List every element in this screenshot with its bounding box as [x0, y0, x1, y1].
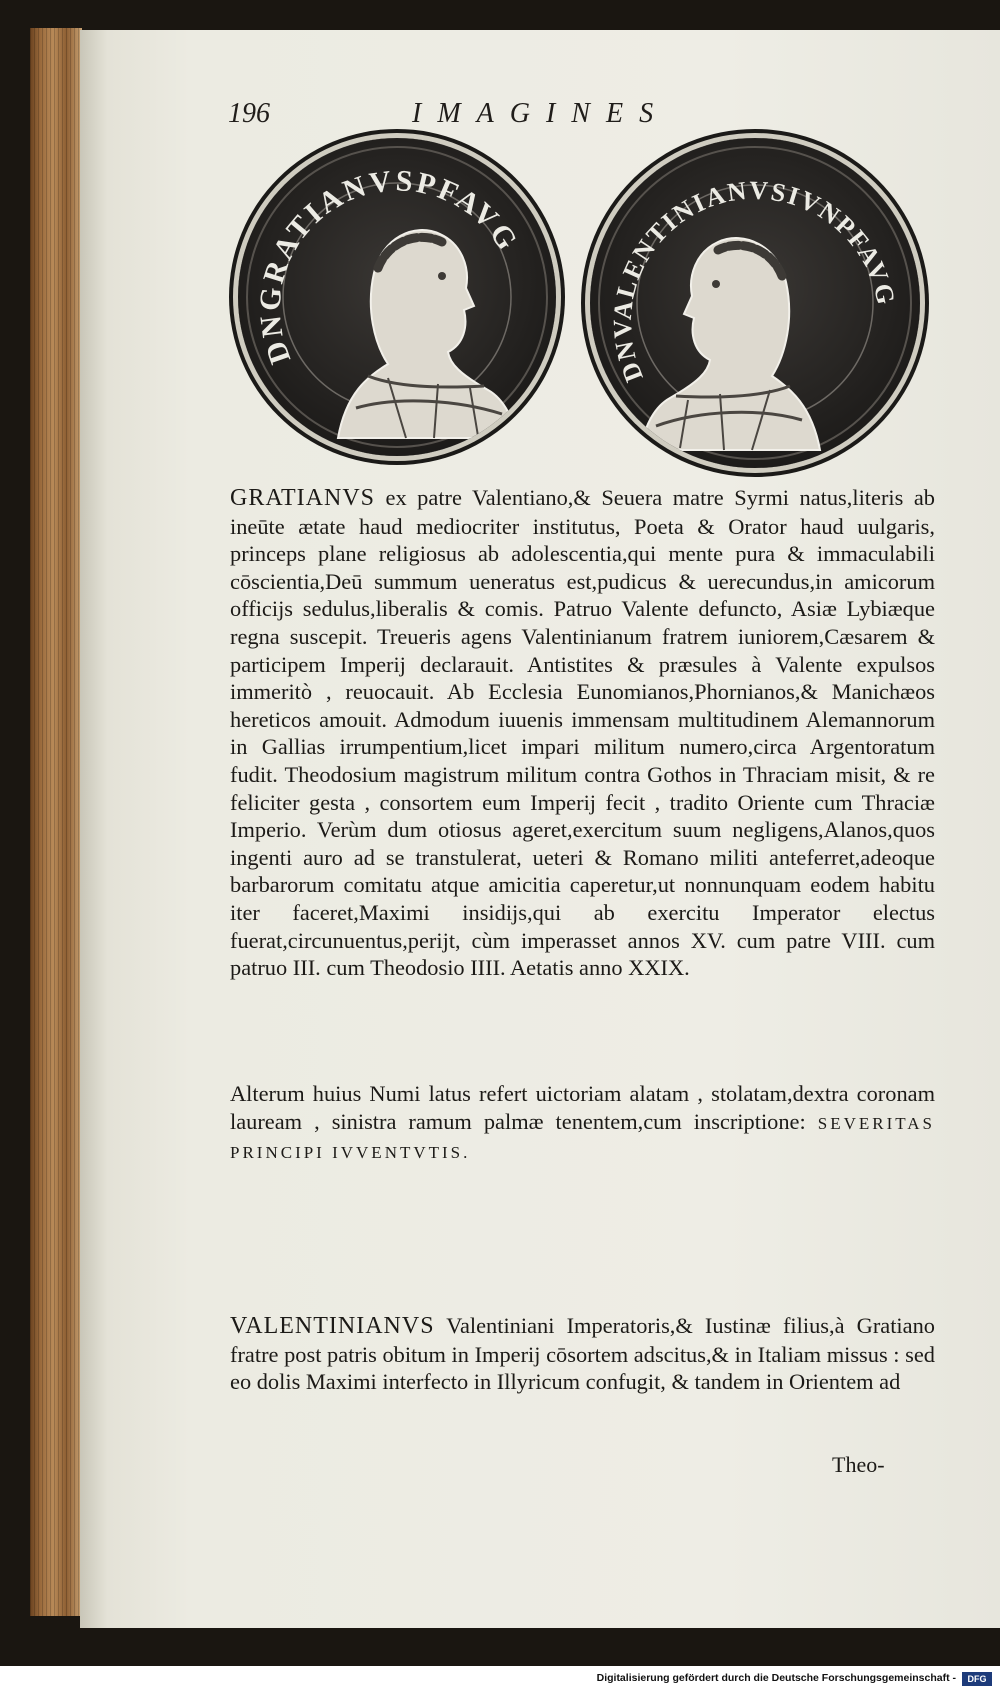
paragraph-alterum-inscription: SEVERITAS PRINCIPI IVVENTVTIS.	[230, 1113, 935, 1163]
coin-valentinianus	[590, 138, 920, 468]
page-number: 196	[228, 98, 270, 129]
book-page	[80, 30, 1000, 1628]
paragraph-valentinianus-lead: VALENTINIANVS	[230, 1313, 435, 1339]
coin-gratianus	[238, 138, 556, 456]
paragraph-valentinianus	[230, 1312, 935, 1396]
catchword: Theo-	[832, 1452, 885, 1477]
coin-gratianus-legend: DNGRATIANVSPFAVG	[253, 164, 526, 369]
paragraph-valentinianus-text: Valentiniani Imperatoris,& Iustinæ filius,à Gratiano fratre post patris obitum in Imperij cōsortem adscitus,& in Italiam missus : sed eo dolis Maximi interfecto in Illyricum confugit, & tandem in Orientem ad	[230, 1313, 935, 1395]
running-head: IMAGINES	[412, 98, 670, 129]
paragraph-alterum-text: Alterum huius Numi latus refert uictoriam alatam , stolatam,dextra coronam lauream , sinistra ramum palmæ tenentem,cum inscriptione:	[230, 1081, 935, 1134]
paragraph-alterum	[230, 1080, 935, 1167]
page-header	[80, 98, 1000, 138]
dfg-logo: DFG	[962, 1672, 992, 1686]
paragraph-gratianus	[230, 484, 935, 982]
funding-note: Digitalisierung gefördert durch die Deutsche Forschungsgemeinschaft -	[596, 1672, 956, 1684]
footer-bar	[0, 1666, 1000, 1694]
coin-valentinianus-legend: DNVALENTINIANVSIVNPFAVG	[607, 175, 902, 387]
paragraph-gratianus-text: ex patre Valentiano,& Seuera matre Syrmi natus,literis ab ineūte ætate haud mediocriter institutus, Poeta & Orator haud uulgaris, princeps plane religiosus ab adolescentia,qui mente pura & immaculabili cōscientia,Deū summum ueneratus est,pudicus & uerecundus,in amicorum officijs sedulus,liberalis & comis. Patruo Valente defuncto, Asiæ Lybiæque regna suscepit. Treueris agens Valentinianum fratrem iuniorem,Cæsarem & participem Imperij declarauit. Antistites & præsules à Valente expulsos immeritò , reuocauit. Ab Ecclesia Eunomianos,Phornianos,& Manichæos hereticos amouit. Admodum iuuenis immensam multitudinem Alemannorum in Gallias irrumpentium,licet impari militum numero,circa Argentoratum fudit. Theodosium magistrum militum contra Gothos in Thraciam misit, & re feliciter gesta , consortem eum Imperij fecit , tradito Oriente cum Thraciæ Imperio. Verùm dum otiosus ageret,exercitum suum negligens,Alanos,quos ingenti auro ad se transtulerat, ueteri & Romano militi anteferret,adeoque barbarorum comitatu atque amicitia caperetur,ut nonnunquam eodem habitu iter faceret,Maximi insidijs,qui ab exercitu Imperator electus fuerat,circunuentus,perijt, cùm imperasset annos XV. cum patre VIII. cum patruo III. cum Theodosio IIII. Aetatis anno XXIX.	[230, 485, 935, 981]
book-edge	[30, 28, 82, 1616]
paragraph-gratianus-lead: GRATIANVS	[230, 485, 376, 511]
coin-valentinianus-engraving	[590, 138, 920, 468]
coin-gratianus-engraving	[238, 138, 556, 456]
